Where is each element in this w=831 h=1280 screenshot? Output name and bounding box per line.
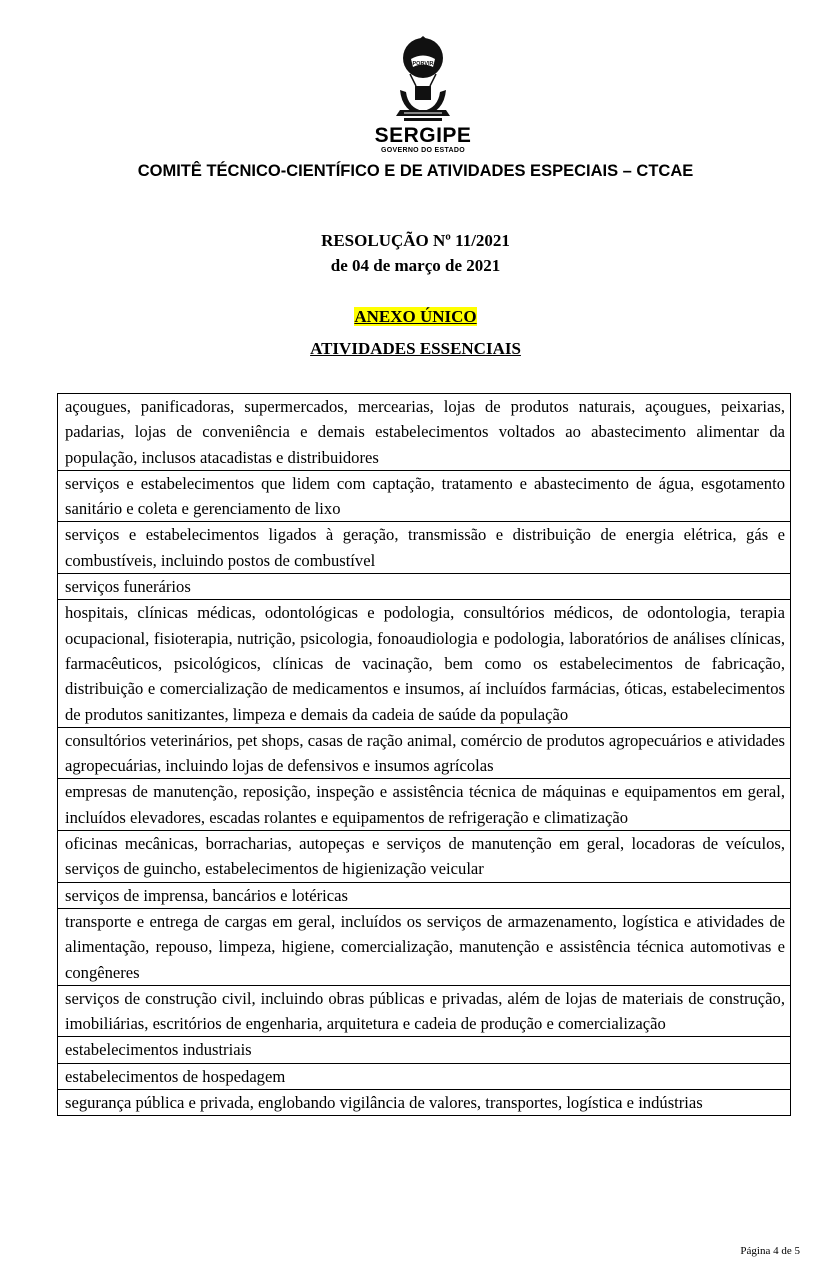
page-number: Página 4 de 5 <box>740 1245 800 1257</box>
activity-cell: oficinas mecânicas, borracharias, autopeças e serviços de manutenção em geral, locadoras de veículos, serviços de guincho, estabelecimentos de higienização veicular <box>58 831 791 883</box>
essential-activities-table <box>57 393 791 1116</box>
table-row <box>58 882 791 908</box>
activity-cell: serviços e estabelecimentos que lidem com captação, tratamento e abastecimento de água, esgotamento sanitário e coleta e gerenciamento de lixo <box>58 470 791 522</box>
table-row <box>58 394 791 471</box>
table-row <box>58 600 791 727</box>
table-row <box>58 727 791 779</box>
activity-cell: hospitais, clínicas médicas, odontológicas e podologia, consultórios médicos, de odontologia, terapia ocupacional, fisioterapia, nutrição, psicologia, fonoaudiologia e podologia, laboratórios de análises clínicas, farmacêuticos, psicológicos, clínicas de vacinação, bem como os estabelecimentos de fabricação, distribuição e comercialização de medicamentos e insumos, aí incluídos farmácias, óticas, estabelecimentos de produtos sanitizantes, limpeza e demais da cadeia de saúde da população <box>58 600 791 727</box>
table-row <box>58 522 791 574</box>
table-row <box>58 985 791 1037</box>
activity-cell: transporte e entrega de cargas em geral, incluídos os serviços de armazenamento, logística e atividades de alimentação, repouso, limpeza, higiene, comercialização, manutenção e assistência técnica automotivas e congêneres <box>58 908 791 985</box>
activity-cell: açougues, panificadoras, supermercados, mercearias, lojas de produtos naturais, açougues, peixarias, padarias, lojas de conveniência e demais estabelecimentos voltados ao abastecimento alimentar da população, inclusos atacadistas e distribuidores <box>58 394 791 471</box>
annex-heading <box>0 306 831 328</box>
activity-cell: segurança pública e privada, englobando vigilância de valores, transportes, logística e indústrias <box>58 1090 791 1116</box>
seal-banner-text: PORVIR <box>412 61 434 67</box>
resolution-date: de 04 de março de 2021 <box>330 256 501 275</box>
state-name: SERGIPE <box>374 124 472 147</box>
table-row <box>58 1063 791 1089</box>
annex-label: ANEXO ÚNICO <box>354 307 477 326</box>
activity-cell: empresas de manutenção, reposição, inspeção e assistência técnica de máquinas e equipamentos em geral, incluídos elevadores, escadas rolantes e equipamentos de refrigeração e climatização <box>58 779 791 831</box>
resolution-title: RESOLUÇÃO Nº 11/2021 <box>321 231 510 250</box>
table-row <box>58 831 791 883</box>
committee-title: COMITÊ TÉCNICO-CIENTÍFICO E DE ATIVIDADES ESPECIAIS – CTCAE <box>137 162 694 180</box>
activity-cell: consultórios veterinários, pet shops, casas de ração animal, comércio de produtos agropecuários e atividades agropecuárias, incluindo lojas de defensivos e insumos agrícolas <box>58 727 791 779</box>
table-row <box>58 574 791 600</box>
state-government-subtitle: GOVERNO DO ESTADO <box>381 147 465 154</box>
activity-cell: serviços de imprensa, bancários e lotéricas <box>58 882 791 908</box>
activity-cell: serviços de construção civil, incluindo obras públicas e privadas, além de lojas de materiais de construção, imobiliárias, escritórios de engenharia, arquitetura e cadeia de produção e comercialização <box>58 985 791 1037</box>
table-row <box>58 779 791 831</box>
sergipe-seal-logo <box>366 34 480 126</box>
table-row <box>58 470 791 522</box>
annex-subtitle: ATIVIDADES ESSENCIAIS <box>310 339 521 358</box>
activity-cell: serviços e estabelecimentos ligados à geração, transmissão e distribuição de energia elétrica, gás e combustíveis, incluindo postos de combustível <box>58 522 791 574</box>
table-row <box>58 1090 791 1116</box>
table-row <box>58 1037 791 1063</box>
activity-cell: estabelecimentos industriais <box>58 1037 791 1063</box>
activity-cell: serviços funerários <box>58 574 791 600</box>
table-row <box>58 908 791 985</box>
activity-cell: estabelecimentos de hospedagem <box>58 1063 791 1089</box>
